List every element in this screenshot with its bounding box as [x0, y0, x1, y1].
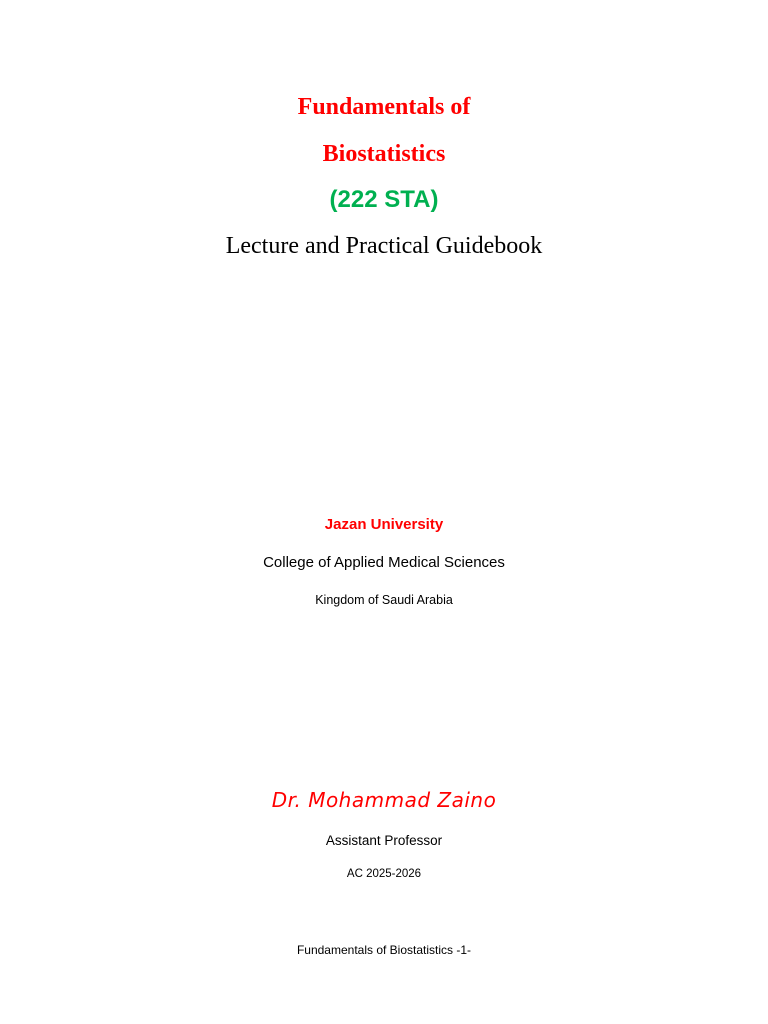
course-code: (222 STA) [329, 186, 439, 213]
page-footer: Fundamentals of Biostatistics -1- [296, 943, 472, 957]
title-line-2: Biostatistics [322, 141, 446, 167]
country-name: Kingdom of Saudi Arabia [315, 593, 453, 607]
college-name: College of Applied Medical Sciences [263, 554, 505, 571]
document-subtitle: Lecture and Practical Guidebook [225, 233, 543, 259]
university-name: Jazan University [324, 516, 444, 533]
title-line-1: Fundamentals of [297, 94, 471, 120]
academic-year: AC 2025-2026 [346, 868, 422, 880]
author-name: Dr. Mohammad Zaino [271, 788, 497, 812]
author-position: Assistant Professor [325, 833, 443, 848]
